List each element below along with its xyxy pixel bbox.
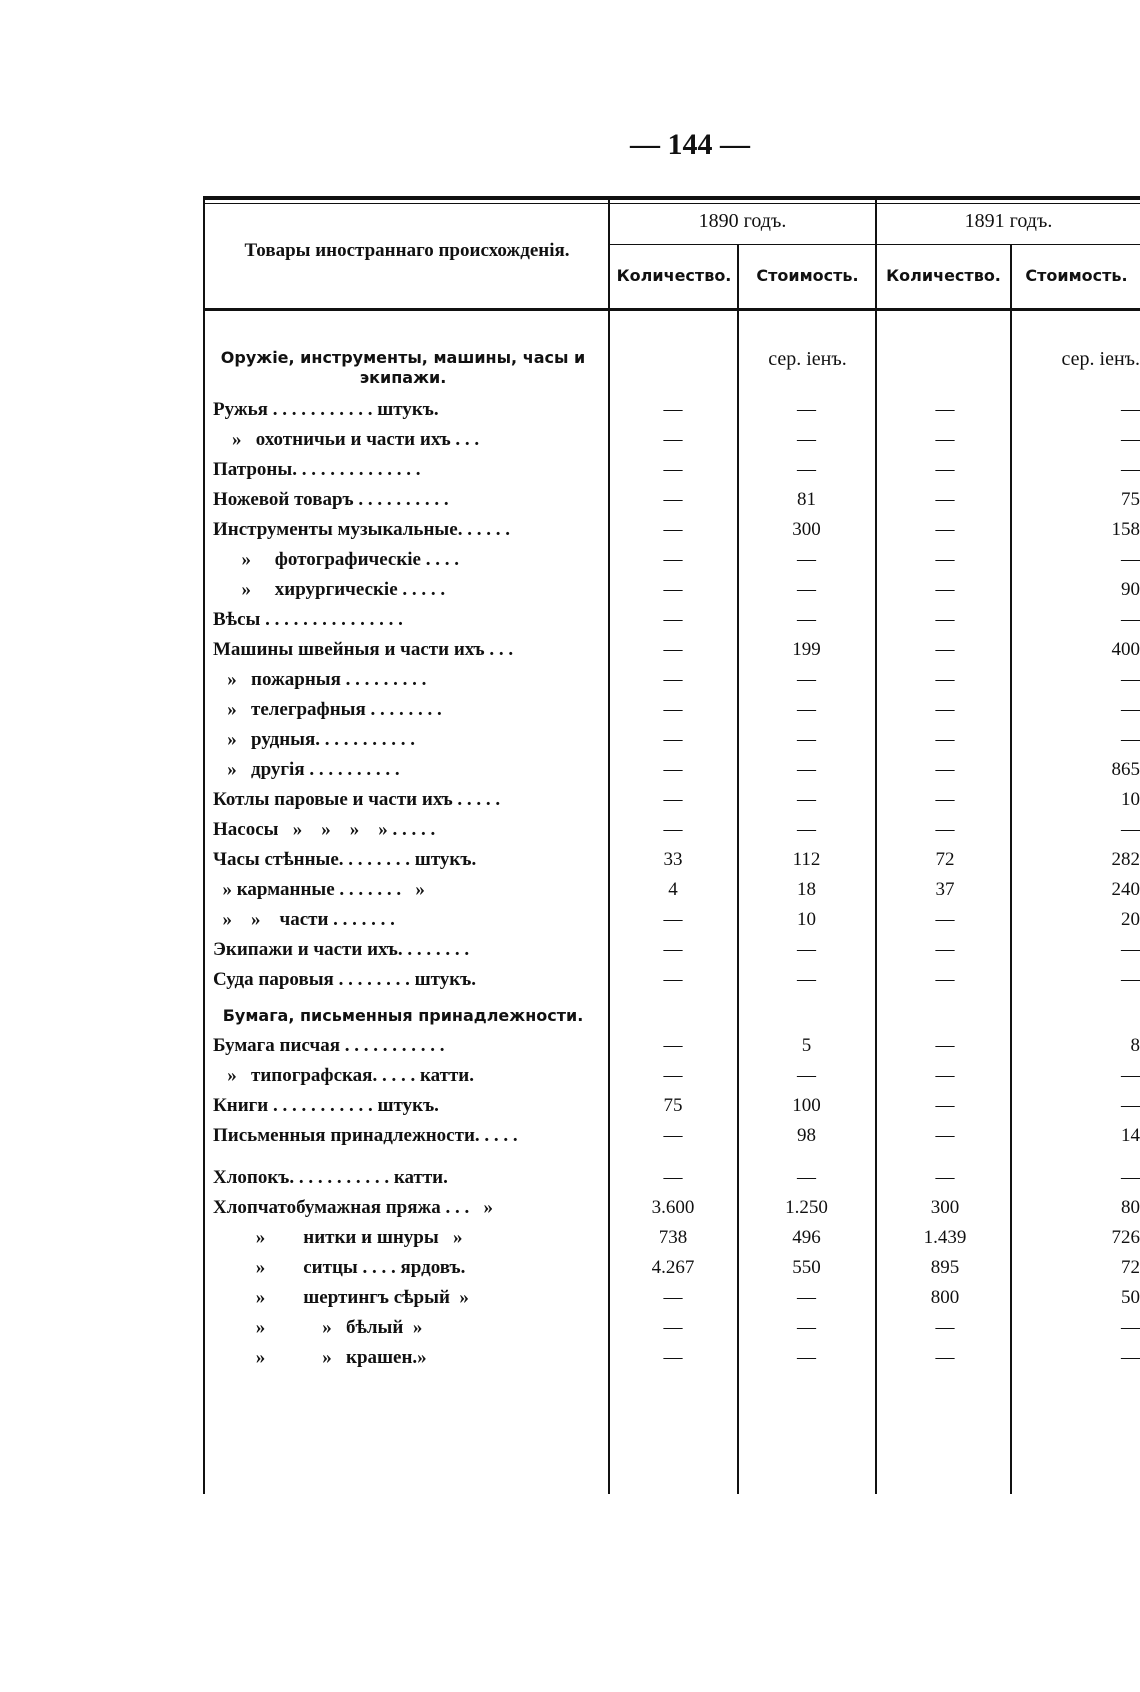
qty-1890-cell: — [663, 1287, 683, 1308]
qty-1891-cell: — [935, 819, 955, 840]
value-1891-cell: — [1121, 549, 1140, 570]
row-label: » карманные . . . . . . . » [213, 879, 425, 900]
row-label: » » бѣлый » [213, 1317, 423, 1338]
value-1890-cell: — [797, 549, 816, 570]
row-label: » пожарныя . . . . . . . . . [213, 669, 427, 690]
row-label: Хлопчатобумажная пряжа . . . » [213, 1197, 494, 1218]
qty-1891-header: Количество. [886, 266, 1001, 285]
value-1891-cell: — [1121, 669, 1140, 690]
value-1890-cell: — [797, 669, 816, 690]
qty-1891-cell: — [935, 549, 955, 570]
value-1890-cell: — [797, 429, 816, 450]
qty-1890-cell: 3.600 [651, 1197, 695, 1218]
row-label: » охотничьи и части ихъ . . . [213, 429, 480, 450]
value-1891-cell: 240 [1111, 879, 1140, 900]
qty-1890-cell: — [663, 729, 683, 750]
value-1891-cell: 8 [1130, 1035, 1140, 1056]
unit-1891: сер. іенъ. [1061, 348, 1140, 370]
value-1890-cell: — [797, 789, 816, 810]
value-1890-cell: 5 [801, 1035, 812, 1056]
value-1890-cell: — [797, 1287, 816, 1308]
qty-1890-cell: — [663, 1317, 683, 1338]
row-label: Патроны. . . . . . . . . . . . . . [213, 459, 421, 480]
value-1891-cell: 90 [1121, 579, 1140, 600]
value-1890-cell: 112 [792, 849, 821, 870]
qty-1891-cell: — [935, 759, 955, 780]
value-1891-cell: — [1121, 1065, 1140, 1086]
table-row [203, 1222, 1140, 1254]
value-1891-cell: 20 [1121, 909, 1140, 930]
row-label: Экипажи и части ихъ. . . . . . . . [213, 939, 470, 960]
table-row [203, 574, 1140, 606]
table-row [203, 934, 1140, 966]
qty-1890-cell: 4.267 [651, 1257, 695, 1278]
value-1890-cell: 496 [792, 1227, 821, 1248]
value-1890-cell: — [797, 399, 816, 420]
qty-1891-cell: — [935, 1095, 955, 1116]
qty-1891-cell: — [935, 909, 955, 930]
table-row [203, 454, 1140, 486]
qty-1891-cell: — [935, 579, 955, 600]
value-1891-cell: — [1121, 1167, 1140, 1188]
qty-1891-cell: 895 [930, 1257, 960, 1278]
value-1890-cell: — [797, 609, 816, 630]
row-label: Книги . . . . . . . . . . . штукъ. [213, 1095, 439, 1116]
qty-1890-cell: — [663, 789, 683, 810]
qty-1891-cell: — [935, 1347, 955, 1368]
qty-1891-cell: — [935, 519, 955, 540]
table-row [203, 694, 1140, 726]
table-row [203, 1060, 1140, 1092]
qty-1891-cell: 800 [930, 1287, 960, 1308]
qty-1890-cell: — [663, 459, 683, 480]
row-label: Ножевой товаръ . . . . . . . . . . [213, 489, 449, 510]
row-label: Бумага писчая . . . . . . . . . . . [213, 1035, 445, 1056]
value-1890-cell: 300 [792, 519, 821, 540]
table-row [203, 1282, 1140, 1314]
qty-1890-cell: — [663, 1035, 683, 1056]
qty-1891-cell: — [935, 1035, 955, 1056]
qty-1890-header: Количество. [616, 266, 732, 285]
year-1891-header: 1891 годъ. [964, 210, 1053, 232]
qty-1890-cell: — [663, 519, 683, 540]
table-row [203, 904, 1140, 936]
row-label: » фотографическіе . . . . [213, 549, 459, 570]
section-weapons: Оружіе, инструменты, машины, часы и экипажи. [220, 348, 586, 387]
table-row [203, 1162, 1140, 1194]
qty-1891-cell: — [935, 609, 955, 630]
row-label: » телеграфныя . . . . . . . . [213, 699, 442, 720]
row-label: » другія . . . . . . . . . . [213, 759, 400, 780]
qty-1891-cell: — [935, 1125, 955, 1146]
value-1890-cell: — [797, 459, 816, 480]
table-row [203, 424, 1140, 456]
table-row [203, 814, 1140, 846]
value-1891-cell: 158 [1111, 519, 1140, 540]
value-1891-cell: 80 [1121, 1197, 1140, 1218]
qty-1891-cell: — [935, 939, 955, 960]
row-label: Хлопокъ. . . . . . . . . . . катти. [213, 1167, 448, 1188]
value-1891-cell: 50 [1121, 1287, 1140, 1308]
unit-1890: сер. іенъ. [768, 348, 847, 370]
row-label: Котлы паровые и части ихъ . . . . . [213, 789, 501, 810]
table-row [203, 874, 1140, 906]
qty-1890-cell: — [663, 399, 683, 420]
qty-1890-cell: — [663, 609, 683, 630]
value-1891-cell: — [1121, 1317, 1140, 1338]
qty-1890-cell: 75 [663, 1095, 683, 1116]
table-row [203, 484, 1140, 516]
table-row [203, 964, 1140, 996]
value-1891-cell: — [1121, 399, 1140, 420]
row-label: » нитки и шнуры » [213, 1227, 463, 1248]
row-label: » хирургическіе . . . . . [213, 579, 446, 600]
value-1890-cell: 199 [792, 639, 821, 660]
qty-1891-cell: — [935, 459, 955, 480]
goods-column-header: Товары иностраннаго происхожденія. [244, 240, 570, 261]
section-paper: Бумага, письменныя принадлежности. [222, 1006, 584, 1025]
qty-1891-cell: — [935, 1065, 955, 1086]
qty-1891-cell: — [935, 399, 955, 420]
value-1891-cell: 282 [1111, 849, 1140, 870]
value-1890-cell: — [797, 699, 816, 720]
table-row [203, 1030, 1140, 1062]
qty-1891-cell: — [935, 969, 955, 990]
qty-1890-cell: — [663, 1125, 683, 1146]
table-row [203, 604, 1140, 636]
value-1890-cell: 550 [792, 1257, 821, 1278]
qty-1891-cell: — [935, 699, 955, 720]
qty-1890-cell: — [663, 489, 683, 510]
value-1891-cell: 726 [1111, 1227, 1140, 1248]
qty-1890-cell: — [663, 579, 683, 600]
header-bottom-rule [203, 308, 1140, 311]
value-1890-cell: — [797, 819, 816, 840]
qty-1890-cell: 4 [668, 879, 678, 900]
value-1891-cell: 72 [1121, 1257, 1140, 1278]
table-row [203, 1342, 1140, 1374]
qty-1890-cell: — [663, 1065, 683, 1086]
table-row [203, 784, 1140, 816]
row-label: Суда паровыя . . . . . . . . штукъ. [213, 969, 476, 990]
row-label: Вѣсы . . . . . . . . . . . . . . . [213, 609, 403, 630]
table-row [203, 634, 1140, 666]
value-1890-cell: 100 [792, 1095, 821, 1116]
value-1890-cell: 81 [797, 489, 816, 510]
row-label: » шертингъ сѣрый » [213, 1287, 469, 1308]
row-label: » » крашен.» [213, 1347, 427, 1368]
qty-1890-cell: 738 [658, 1227, 688, 1248]
row-label: » типографская. . . . . катти. [213, 1065, 474, 1086]
table-row [203, 1312, 1140, 1344]
table-row [203, 514, 1140, 546]
year-1890-header: 1890 годъ. [698, 210, 787, 232]
table-row [203, 724, 1140, 756]
table-row [203, 754, 1140, 786]
qty-1891-cell: — [935, 729, 955, 750]
row-label: » ситцы . . . . ярдовъ. [213, 1257, 466, 1278]
table-row [203, 664, 1140, 696]
row-label: Насосы » » » » . . . . . [213, 819, 436, 840]
table-row [203, 1192, 1140, 1224]
value-1890-cell: — [797, 579, 816, 600]
qty-1890-cell: — [663, 1347, 683, 1368]
row-label: Машины швейныя и части ихъ . . . [213, 639, 514, 660]
qty-1891-cell: 1.439 [923, 1227, 967, 1248]
row-label: Инструменты музыкальные. . . . . . [213, 519, 510, 540]
qty-1890-cell: — [663, 909, 683, 930]
value-1890-cell: — [797, 1167, 816, 1188]
goods-table [203, 196, 1140, 1494]
value-1890-cell: 98 [797, 1125, 816, 1146]
value-1890-cell: — [797, 969, 816, 990]
value-1890-cell: 1.250 [785, 1197, 828, 1218]
value-1891-header: Стоимость. [1025, 266, 1128, 285]
qty-1891-cell: — [935, 1317, 955, 1338]
qty-1891-cell: — [935, 639, 955, 660]
value-1891-cell: — [1121, 1095, 1140, 1116]
table-row [203, 544, 1140, 576]
qty-1891-cell: — [935, 489, 955, 510]
qty-1890-cell: — [663, 969, 683, 990]
top-rule-thin [203, 203, 1140, 204]
qty-1891-cell: — [935, 1167, 955, 1188]
qty-1891-cell: 37 [935, 879, 955, 900]
qty-1890-cell: — [663, 759, 683, 780]
row-label: Письменныя принадлежности. . . . . [213, 1125, 518, 1146]
qty-1891-cell: 72 [935, 849, 955, 870]
value-1891-cell: 400 [1111, 639, 1140, 660]
qty-1891-cell: — [935, 669, 955, 690]
table-row [203, 1252, 1140, 1284]
value-1891-cell: — [1121, 729, 1140, 750]
value-1891-cell: — [1121, 939, 1140, 960]
value-1890-cell: — [797, 939, 816, 960]
page-number: — 144 — [630, 128, 750, 161]
value-1890-cell: — [797, 1317, 816, 1338]
value-1890-cell: — [797, 1347, 816, 1368]
row-label: Ружья . . . . . . . . . . . штукъ. [213, 399, 439, 420]
table-row [203, 844, 1140, 876]
value-1890-cell: — [797, 729, 816, 750]
value-1890-cell: — [797, 759, 816, 780]
top-rule [203, 196, 1140, 200]
value-1891-cell: — [1121, 1347, 1140, 1368]
value-1891-cell: — [1121, 819, 1140, 840]
qty-1891-cell: — [935, 789, 955, 810]
row-label: » рудныя. . . . . . . . . . . [213, 729, 416, 750]
qty-1890-cell: — [663, 429, 683, 450]
value-1890-cell: 10 [797, 909, 816, 930]
qty-1890-cell: — [663, 549, 683, 570]
qty-1890-cell: — [663, 819, 683, 840]
table-row [203, 1120, 1140, 1152]
value-1891-cell: 75 [1121, 489, 1140, 510]
qty-1890-cell: — [663, 939, 683, 960]
value-1891-cell: 14 [1121, 1125, 1140, 1146]
value-1890-cell: — [797, 1065, 816, 1086]
value-1891-cell: — [1121, 459, 1140, 480]
qty-1890-cell: 33 [663, 849, 683, 870]
qty-1891-cell: — [935, 429, 955, 450]
qty-1890-cell: — [663, 639, 683, 660]
value-1890-cell: 18 [797, 879, 816, 900]
table-row [203, 394, 1140, 426]
qty-1890-cell: — [663, 669, 683, 690]
qty-1891-cell: 300 [930, 1197, 960, 1218]
qty-1890-cell: — [663, 1167, 683, 1188]
value-1891-cell: 10 [1121, 789, 1140, 810]
value-1891-cell: — [1121, 429, 1140, 450]
value-1891-cell: 865 [1111, 759, 1140, 780]
row-label: Часы стѣнные. . . . . . . . штукъ. [213, 849, 477, 870]
value-1891-cell: — [1121, 609, 1140, 630]
row-label: » » части . . . . . . . [213, 909, 395, 930]
value-1890-header: Стоимость. [756, 266, 859, 285]
table-row [203, 1090, 1140, 1122]
value-1891-cell: — [1121, 699, 1140, 720]
value-1891-cell: — [1121, 969, 1140, 990]
qty-1890-cell: — [663, 699, 683, 720]
